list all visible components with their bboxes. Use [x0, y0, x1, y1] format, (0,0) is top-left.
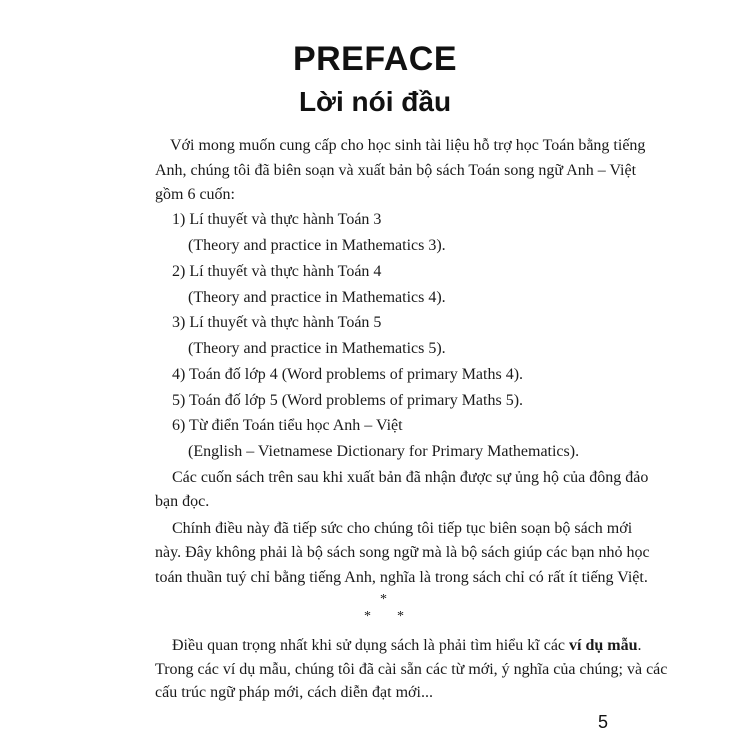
separator-star-left: *: [364, 609, 371, 624]
book-item-6: 6) Từ điển Toán tiểu học Anh – Việt: [172, 417, 403, 434]
paragraph-3-line-2: này. Đây không phải là bộ sách song ngữ mà là bộ sách giúp các bạn nhỏ học: [155, 544, 650, 561]
paragraph-4-line-3: cấu trúc ngữ pháp mới, cách diễn đạt mới...: [155, 684, 433, 701]
separator-star-right: *: [397, 609, 404, 624]
paragraph-3-line-1: Chính điều này đã tiếp sức cho chúng tôi tiếp tục biên soạn bộ sách mới: [172, 520, 633, 537]
paragraph-4-line-1: [172, 634, 642, 657]
intro-line-2: Anh, chúng tôi đã biên soạn và xuất bản bộ sách Toán song ngữ Anh – Việt: [155, 162, 637, 179]
paragraph-4-line-1-suffix: .: [637, 637, 642, 654]
book-item-2-subtitle: (Theory and practice in Mathematics 4).: [188, 289, 446, 306]
paragraph-2-line-2: bạn đọc.: [155, 493, 210, 510]
book-item-5: 5) Toán đố lớp 5 (Word problems of primary Maths 5).: [172, 392, 524, 409]
paragraph-4-line-2: Trong các ví dụ mẫu, chúng tôi đã cài sẵn các từ mới, ý nghĩa của chúng; và các: [155, 661, 668, 678]
book-item-3: 3) Lí thuyết và thực hành Toán 5: [172, 314, 382, 331]
book-item-4: 4) Toán đố lớp 4 (Word problems of primary Maths 4).: [172, 366, 524, 383]
intro-line-3: gồm 6 cuốn:: [155, 186, 235, 203]
paragraph-4-line-1-prefix: Điều quan trọng nhất khi sử dụng sách là phải tìm hiểu kĩ các: [172, 637, 570, 654]
paragraph-3-line-3: toán thuần tuý chỉ bằng tiếng Anh, nghĩa là trong sách chỉ có rất ít tiếng Việt.: [155, 569, 648, 586]
paragraph-2-line-1: Các cuốn sách trên sau khi xuất bản đã nhận được sự ủng hộ của đông đảo: [172, 469, 649, 486]
book-item-2: 2) Lí thuyết và thực hành Toán 4: [172, 263, 382, 280]
separator-star-top: *: [380, 592, 387, 607]
book-item-6-subtitle: (English – Vietnamese Dictionary for Primary Mathematics).: [188, 443, 580, 460]
page-title-english: PREFACE: [292, 40, 458, 78]
intro-line-1: Với mong muốn cung cấp cho học sinh tài liệu hỗ trợ học Toán bằng tiếng: [170, 137, 646, 154]
book-item-1-subtitle: (Theory and practice in Mathematics 3).: [188, 237, 446, 254]
book-item-1: 1) Lí thuyết và thực hành Toán 3: [172, 211, 382, 228]
page-title-vietnamese: Lời nói đầu: [298, 86, 452, 117]
book-item-3-subtitle: (Theory and practice in Mathematics 5).: [188, 340, 446, 357]
example-keyword: ví dụ mẫu: [569, 637, 638, 654]
page-number: 5: [598, 712, 609, 732]
